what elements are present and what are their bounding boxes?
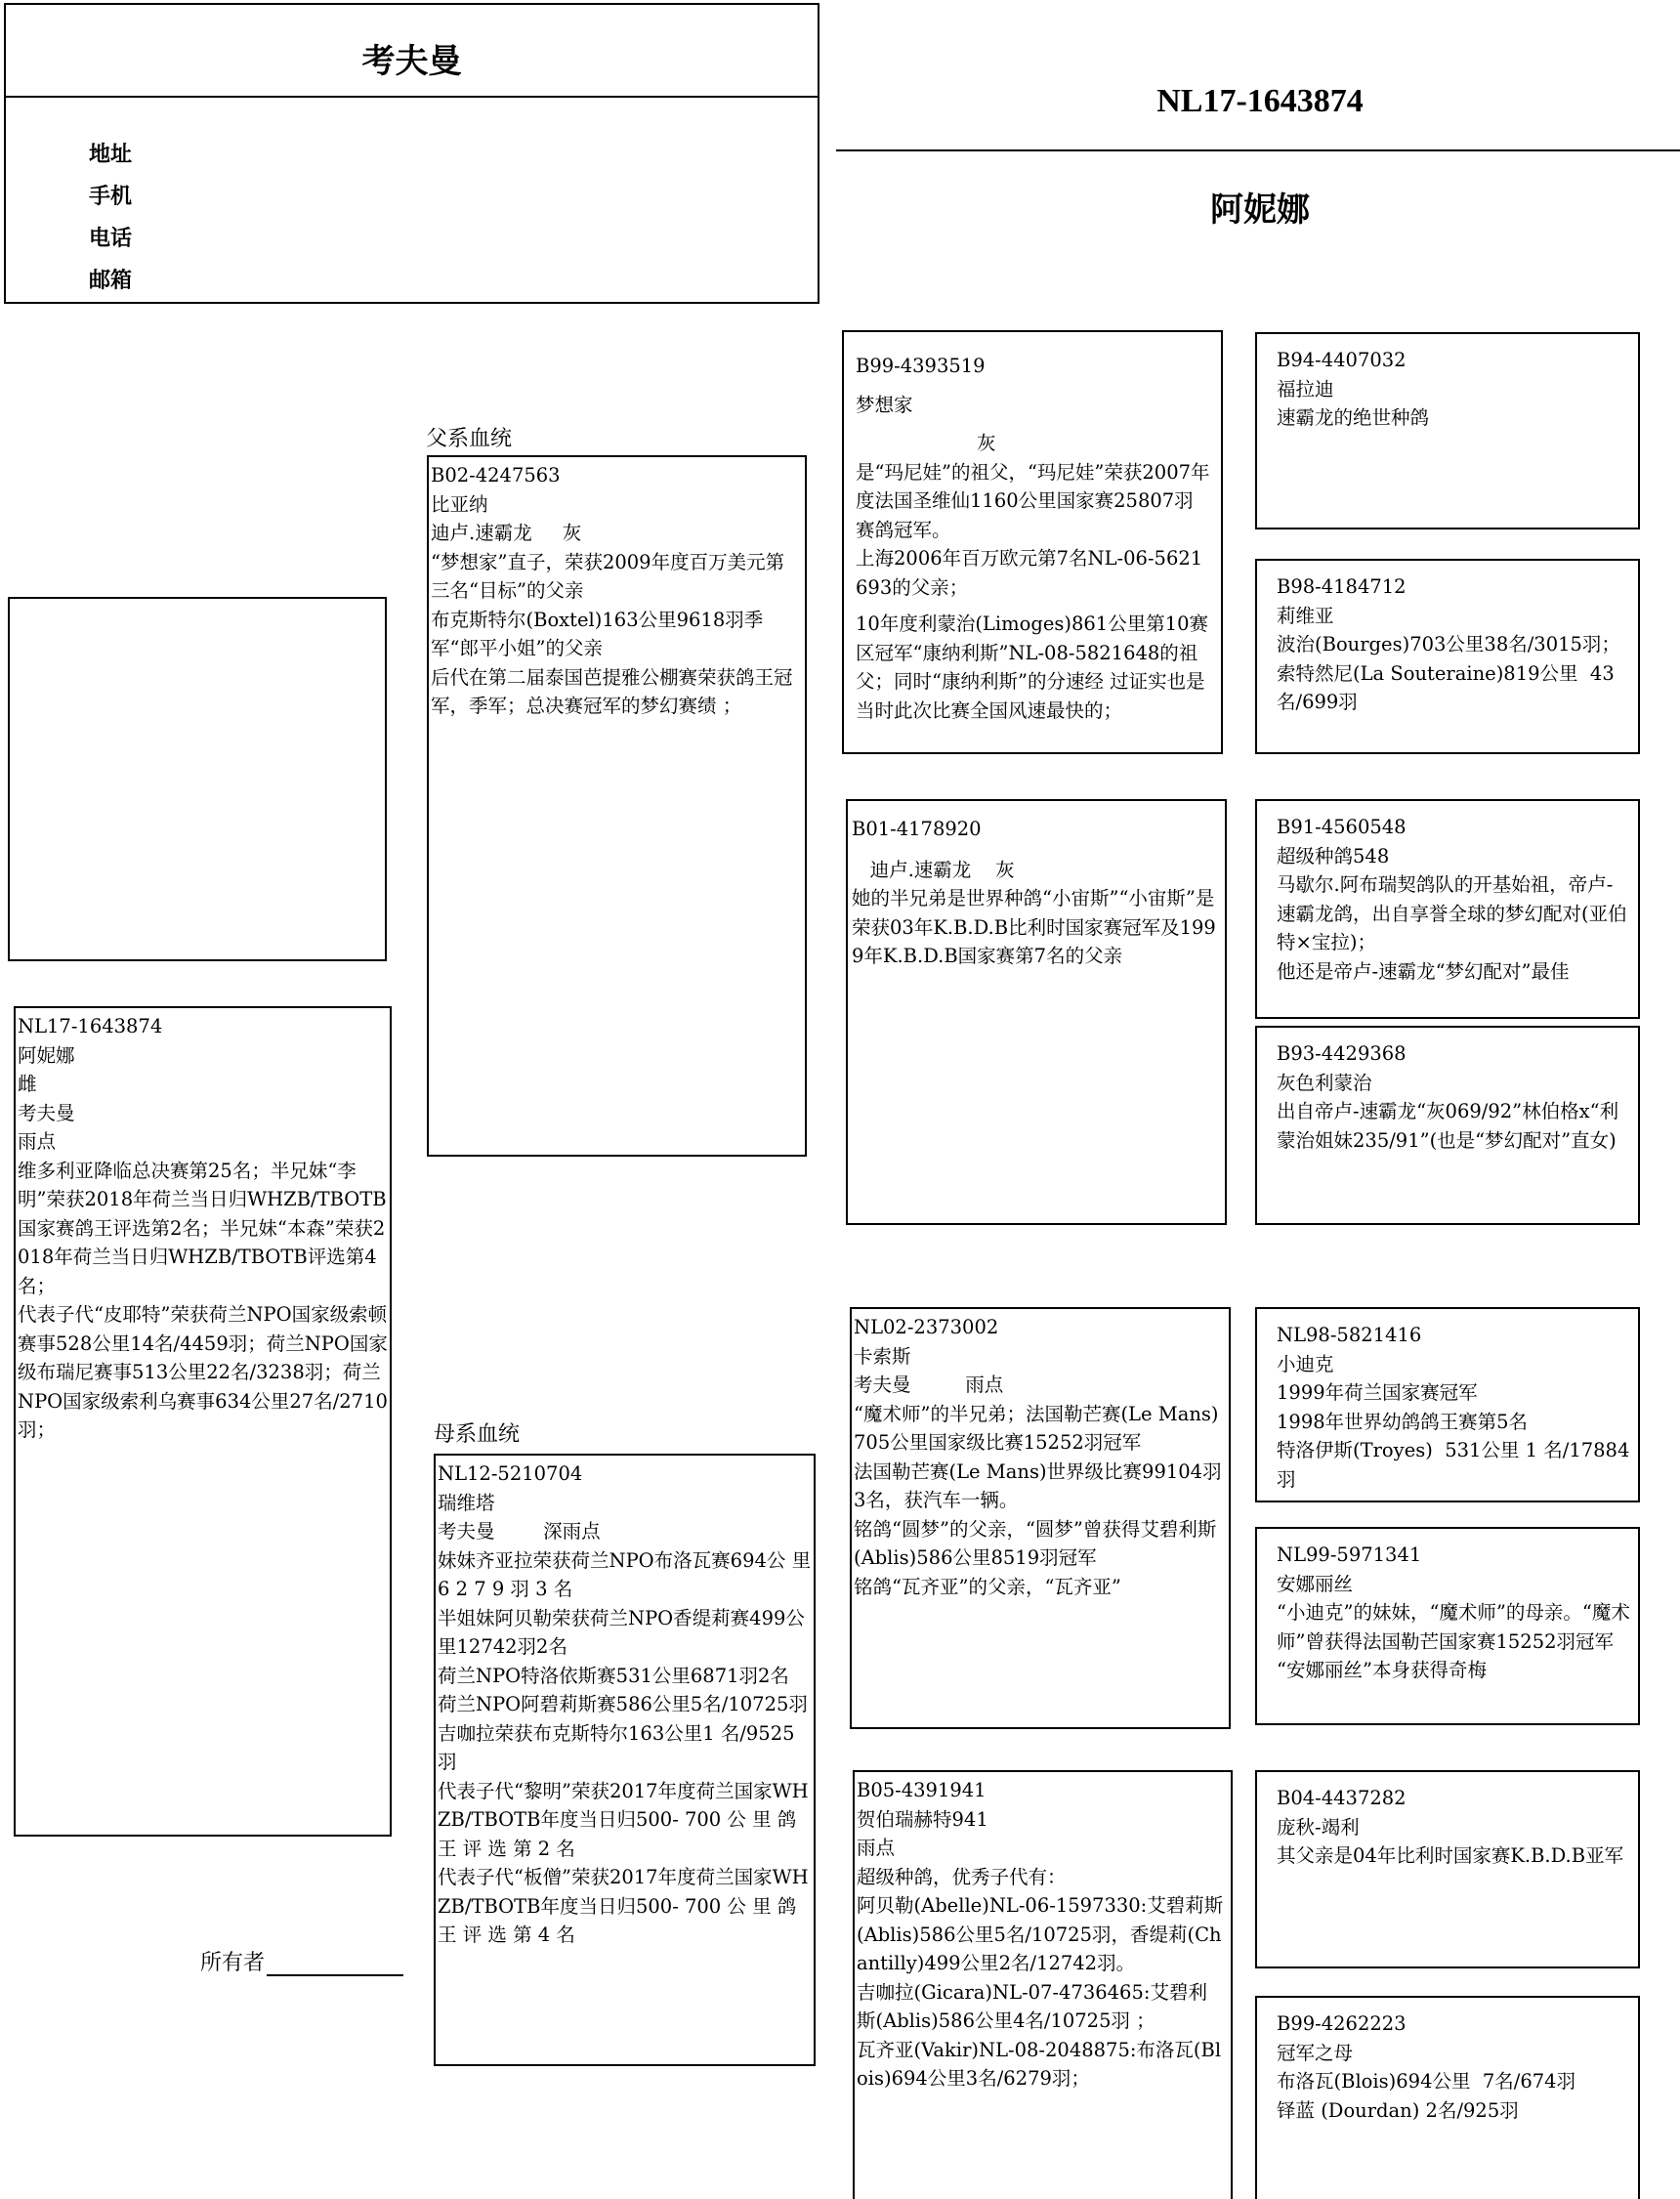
- subject-offspring: 代表子代“皮耶特”荣获荷兰NPO国家级索顿赛事528公里14名/4459羽；荷兰NPO国家级布瑞尼赛事513公里22名/3238羽；荷兰NPO国家级索利乌赛事634公里27名/2710羽；: [18, 1303, 388, 1441]
- sss-ring: B94-4407032: [1277, 349, 1407, 371]
- sdd-note: 出自帝卢-速霸龙“灰069/92”林伯格x“利蒙治姐妹235/91”(也是“梦幻配对”直女): [1277, 1100, 1619, 1152]
- sire-section-label: 父系血统: [426, 427, 513, 451]
- ds-strain: 考夫曼 雨点: [854, 1374, 1004, 1396]
- dam-name: 瑞维塔: [438, 1491, 495, 1514]
- dss-name: 小迪克: [1277, 1352, 1334, 1375]
- sss-card: [1255, 332, 1640, 529]
- contact-label-mobile: 手机: [89, 184, 133, 209]
- ss-note: 是“玛尼娃”的祖父，“玛尼娃”荣获2007年度法国圣维仙1160公里国家赛25807羽赛鸽冠军。: [856, 460, 1210, 541]
- dd-note: 阿贝勒(Abelle)NL-06-1597330:艾碧莉斯(Ablis)586公里5名/10725羽，香缇莉(Chantilly)499公里2名/12742羽。: [857, 1894, 1224, 1974]
- dam-note: 荷兰NPO阿碧莉斯赛586公里5名/10725羽: [438, 1693, 808, 1715]
- pigeon-ring-number: NL17-1643874: [1156, 83, 1364, 119]
- dam-note: 吉咖拉荣获布克斯特尔163公里1 名/9525羽: [438, 1721, 795, 1773]
- ddd-card: [1255, 1996, 1640, 2199]
- dam-note: 代表子代“板僧”荣获2017年度荷兰国家WHZB/TBOTB年度当日归500- 700 公 里 鸽 王 评 选 第 4 名: [438, 1866, 809, 1946]
- dam-sire-card: [850, 1307, 1231, 1729]
- owner-name: 考夫曼: [361, 42, 462, 81]
- dam-strain: 考夫曼 深雨点: [438, 1520, 601, 1543]
- sire-card: [427, 455, 807, 1157]
- sire-note: 后代在第二届泰国芭提雅公棚赛荣获鸽王冠军，季军；总决赛冠军的梦幻赛绩 ；: [431, 665, 793, 717]
- sd-note: 她的半兄弟是世界种鸽“小宙斯”“小宙斯”是荣获03年K.B.D.B比利时国家赛冠军及1999年K.B.D.B国家赛第7名的父亲: [852, 887, 1216, 967]
- ddd-note: 铎蓝 (Dourdan) 2名/925羽: [1277, 2098, 1519, 2122]
- dd-note: 瓦齐亚(Vakir)NL-08-2048875:布洛瓦(Blois)694公里3名/6279羽；: [857, 2038, 1222, 2090]
- signature-line[interactable]: [267, 1953, 403, 1976]
- ss-name: 梦想家: [856, 393, 913, 416]
- sss-note: 速霸龙的绝世种鸽: [1277, 406, 1430, 429]
- ddd-name: 冠军之母: [1277, 2041, 1354, 2064]
- dam-note: 妹妹齐亚拉荣获荷兰NPO布洛瓦赛694公 里 6 2 7 9 羽 3 名: [438, 1548, 818, 1600]
- dsd-ring: NL99-5971341: [1277, 1544, 1422, 1566]
- subject-color: 雨点: [18, 1130, 57, 1153]
- subject-strain: 考夫曼: [18, 1101, 75, 1124]
- owner-divider: [6, 96, 818, 98]
- dds-ring: B04-4437282: [1277, 1787, 1407, 1809]
- ssd-name: 莉维亚: [1277, 604, 1334, 627]
- dd-note: 吉咖拉(Gicara)NL-07-4736465:艾碧利斯(Ablis)586公里4名/10725羽 ；: [857, 1980, 1207, 2032]
- dam-dam-card: [853, 1770, 1233, 2199]
- dd-color: 雨点: [857, 1837, 896, 1859]
- sdd-name: 灰色利蒙治: [1277, 1071, 1372, 1094]
- sds-note: 他还是帝卢-速霸龙“梦幻配对”最佳: [1277, 959, 1570, 983]
- sds-ring: B91-4560548: [1277, 816, 1407, 838]
- pigeon-name: 阿妮娜: [1210, 190, 1310, 230]
- sds-card: [1255, 799, 1640, 1019]
- subject-achievement: 维多利亚降临总决赛第25名；半兄妹“李明”荣获2018年荷兰当日归WHZB/TBOTB国家赛鸽王评选第2名；半兄妹“本森”荣获2018年荷兰当日归WHZB/TBOTB评选第4名；: [18, 1159, 387, 1297]
- subject-sex: 雌: [18, 1073, 37, 1095]
- sss-name: 福拉迪: [1277, 377, 1334, 401]
- sire-strain: 迪卢.速霸龙 灰: [431, 522, 582, 544]
- dsd-name: 安娜丽丝: [1277, 1572, 1354, 1595]
- ddd-note: 布洛瓦(Blois)694公里 7名/674羽: [1277, 2070, 1576, 2093]
- dds-name: 庞秋-竭利: [1277, 1815, 1360, 1839]
- ssd-note: 波治(Bourges)703公里38名/3015羽；: [1277, 633, 1620, 655]
- dam-note: 代表子代“黎明”荣获2017年度荷兰国家WHZB/TBOTB年度当日归500- 700 公 里 鸽 王 评 选 第 2 名: [438, 1779, 809, 1860]
- subject-card: [14, 1006, 392, 1837]
- ssd-ring: B98-4184712: [1277, 575, 1407, 598]
- sire-note: “梦想家”直子，荣获2009年度百万美元第三名“目标”的父亲: [431, 550, 785, 602]
- dam-note: 半姐妹阿贝勒荣获荷兰NPO香缇莉赛499公里12742羽2名: [438, 1606, 805, 1658]
- sire-name: 比亚纳: [431, 492, 488, 516]
- ds-note: 法国勒芒赛(Le Mans)世界级比赛99104羽3名，获汽车一辆。: [854, 1459, 1222, 1511]
- sd-ring: B01-4178920: [852, 818, 982, 840]
- photo-frame: [8, 597, 387, 961]
- dd-ring: B05-4391941: [857, 1779, 987, 1801]
- ds-note: 铭鸽“圆梦”的父亲，“圆梦”曾获得艾碧利斯(Ablis)586公里8519羽冠军: [854, 1517, 1217, 1569]
- sire-note: 布克斯特尔(Boxtel)163公里9618羽季军“郎平小姐”的父亲: [431, 608, 764, 659]
- ss-note: 10年度利蒙治(Limoges)861公里第10赛区冠军“康纳利斯”NL-08-5821648的祖父；同时“康纳利斯”的分速经 过证实也是当时此次比赛全国风速最快的；: [856, 613, 1209, 722]
- subject-name: 阿妮娜: [18, 1043, 75, 1067]
- dsd-card: [1255, 1527, 1640, 1725]
- contact-label-email: 邮箱: [89, 268, 133, 293]
- dsd-note: “安娜丽丝”本身获得奇梅: [1277, 1659, 1487, 1681]
- contact-label-address: 地址: [89, 142, 133, 167]
- dss-card: [1255, 1307, 1640, 1502]
- dss-note: 1998年世界幼鸽鸽王赛第5名: [1277, 1410, 1529, 1433]
- contact-label-phone: 电话: [89, 226, 133, 251]
- sdd-card: [1255, 1026, 1640, 1225]
- owner-header: [4, 3, 819, 304]
- dss-note: 特洛伊斯(Troyes) 531公里 1 名/17884羽: [1277, 1439, 1630, 1491]
- dam-section-label: 母系血统: [434, 1422, 521, 1447]
- ss-ring: B99-4393519: [856, 355, 986, 377]
- ss-note: 上海2006年百万欧元第7名NL-06-5621693的父亲；: [856, 547, 1203, 599]
- sire-ring: B02-4247563: [431, 464, 561, 486]
- owner-signature: [200, 1946, 403, 1976]
- ssd-card: [1255, 559, 1640, 754]
- ddd-ring: B99-4262223: [1277, 2012, 1407, 2035]
- dds-card: [1255, 1770, 1640, 1968]
- sd-strain: 迪卢.速霸龙 灰: [852, 858, 1015, 881]
- sire-dam-card: [846, 799, 1227, 1225]
- sds-note: 马歇尔.阿布瑞契鸽队的开基始祖，帝卢-速霸龙鸽，出自享誉全球的梦幻配对(亚伯特×宝拉)；: [1277, 873, 1627, 953]
- dd-name: 贺伯瑞赫特941: [857, 1807, 988, 1831]
- ds-note: 铭鸽“瓦齐亚”的父亲，“瓦齐亚”: [854, 1575, 1121, 1598]
- ssd-note: 索特然尼(La Souteraine)819公里 43名/699羽: [1277, 661, 1615, 713]
- ds-note: “魔术师”的半兄弟；法国勒芒赛(Le Mans)705公里国家级比赛15252羽冠军: [854, 1402, 1219, 1454]
- dam-card: [434, 1454, 816, 2066]
- ds-name: 卡索斯: [854, 1344, 911, 1368]
- ds-ring: NL02-2373002: [854, 1316, 999, 1338]
- dam-ring: NL12-5210704: [438, 1462, 583, 1485]
- dss-note: 1999年荷兰国家赛冠军: [1277, 1381, 1478, 1404]
- sds-name: 超级种鸽548: [1277, 844, 1390, 867]
- sdd-ring: B93-4429368: [1277, 1042, 1407, 1065]
- ss-color: 灰: [856, 432, 996, 454]
- title-divider: [836, 149, 1680, 151]
- signature-label: 所有者: [200, 1951, 266, 1975]
- dss-ring: NL98-5821416: [1277, 1324, 1422, 1346]
- sire-sire-card: [842, 330, 1223, 754]
- subject-ring: NL17-1643874: [18, 1015, 163, 1037]
- dsd-note: “小迪克”的妹妹，“魔术师”的母亲。“魔术师”曾获得法国勒芒国家赛15252羽冠军: [1277, 1601, 1630, 1653]
- dd-note: 超级种鸽，优秀子代有：: [857, 1865, 1067, 1888]
- dam-note: 荷兰NPO特洛依斯赛531公里6871羽2名: [438, 1664, 789, 1687]
- dds-note: 其父亲是04年比利时国家赛K.B.D.B亚军: [1277, 1844, 1624, 1867]
